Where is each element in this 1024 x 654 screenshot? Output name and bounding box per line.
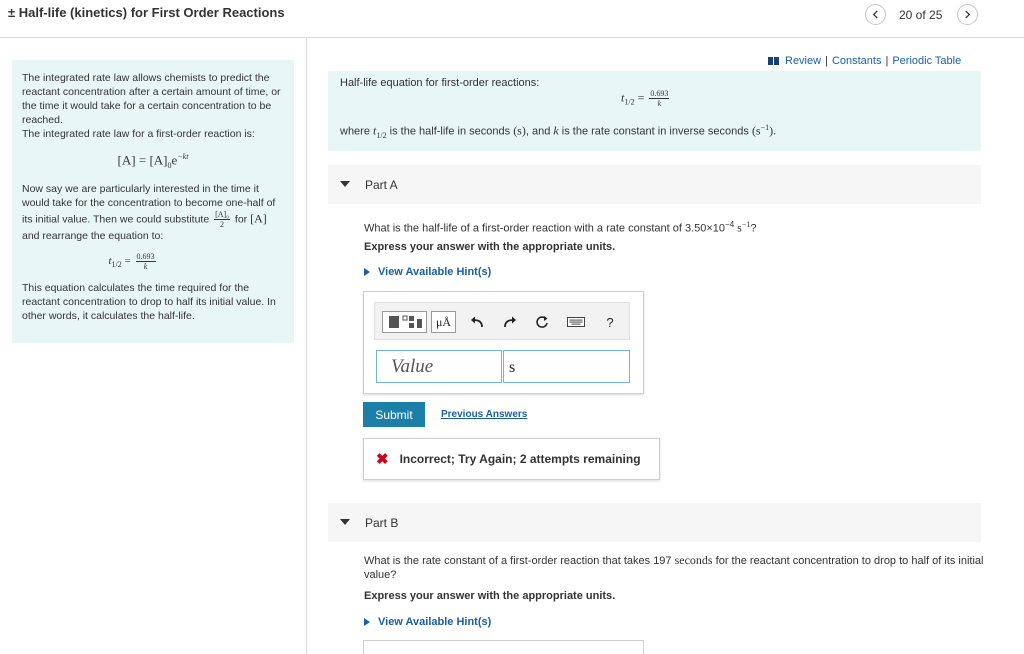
part-b-q-unit: seconds: [674, 553, 713, 567]
part-b-label: Part B: [365, 516, 399, 530]
constants-link[interactable]: Constants: [831, 55, 882, 67]
part-a-label: Part A: [365, 178, 398, 192]
collapse-caret-icon: [340, 519, 350, 525]
undo-button[interactable]: [467, 311, 487, 333]
info-box: [328, 71, 981, 151]
part-b-q-text: What is the rate constant of a first-order reaction that takes 197: [364, 555, 675, 567]
eq2-t: t: [108, 254, 112, 267]
reset-button[interactable]: [532, 311, 552, 333]
part-a-hint-label: View Available Hint(s): [378, 266, 492, 278]
info-eq-t: t: [621, 90, 625, 105]
part-b-answer-box: [363, 640, 644, 654]
part-b-header[interactable]: [328, 503, 981, 542]
chevron-left-icon: [871, 10, 880, 19]
prev-item-button[interactable]: [865, 4, 886, 25]
answer-box: [363, 291, 644, 394]
info-l3-b: is the half-life in seconds: [386, 125, 514, 138]
info-l3-unit-sup: −1: [760, 123, 770, 132]
resource-links: [768, 55, 961, 67]
redo-button[interactable]: [500, 311, 520, 333]
info-eq-den: k: [657, 99, 662, 108]
templates-button[interactable]: [382, 311, 427, 333]
review-link[interactable]: Review: [785, 55, 822, 67]
part-a-q-unit: s: [734, 220, 742, 235]
intro-text-1b: The integrated rate law for a first-order reaction is:: [22, 128, 255, 140]
incorrect-x-icon: ✖: [376, 451, 389, 468]
previous-answers-link[interactable]: Previous Answers: [441, 409, 528, 420]
info-l3-d: is the rate constant in inverse seconds: [558, 125, 752, 138]
eq2-sub: 1/2: [111, 260, 122, 270]
integrated-rate-law-equation: [22, 150, 284, 173]
part-b-instructions: Express your answer with the appropriate units.: [364, 590, 616, 602]
info-l3-t: t: [373, 123, 377, 138]
info-line-3: [340, 123, 776, 140]
link-separator: |: [885, 55, 889, 67]
part-a-q-end: ?: [750, 222, 757, 235]
link-separator: |: [825, 55, 828, 67]
half-life-equation-left: [0, 252, 284, 272]
collapse-caret-icon: [340, 181, 350, 187]
part-b-hint-label: View Available Hint(s): [378, 616, 492, 628]
eq1-exp: −kt: [177, 152, 189, 161]
half-life-equation: [621, 89, 671, 108]
part-a-q-text: What is the half-life of a first-order reaction with a rate constant of 3.50×10: [364, 222, 726, 235]
keyboard-icon: [567, 316, 585, 328]
eq2-den: k: [143, 261, 148, 271]
help-button[interactable]: ?: [606, 314, 614, 330]
value-input[interactable]: Value: [376, 350, 502, 383]
chevron-right-icon: [963, 10, 972, 19]
info-l3-a: where: [340, 125, 374, 138]
intro-text-2: [22, 182, 284, 243]
feedback-text: Incorrect; Try Again; 2 attempts remaining: [399, 452, 641, 466]
eq1-sub: 0: [167, 160, 172, 170]
intro-text-2-main: Now say we are particularly interested in the time it would take for the concentration to become one-half of its initial value. Then we could substitute: [22, 182, 276, 226]
feedback-message: [363, 438, 660, 480]
periodic-table-link[interactable]: Periodic Table: [892, 55, 962, 67]
part-b-hint-link[interactable]: [364, 616, 491, 628]
undo-icon: [470, 316, 484, 328]
info-line-1: Half-life equation for first-order reactions:: [340, 77, 540, 89]
item-position: 20 of 25: [899, 8, 943, 22]
part-a-question: [364, 218, 756, 236]
half-conc-fraction: [214, 210, 230, 229]
info-l3-unit: (s: [751, 123, 761, 138]
submit-button[interactable]: Submit: [363, 402, 425, 427]
eq2-equals: =: [121, 254, 134, 267]
info-eq-sub: 1/2: [624, 97, 635, 107]
intro-tail: and rearrange the equation to:: [22, 229, 164, 242]
intro-for: for: [232, 213, 251, 226]
eq1-rhs: [A]: [149, 152, 168, 168]
intro-text-3: This equation calculates the time required for the reactant concentration to drop to half its initial value. In other words, it calculates the half-life.: [22, 282, 276, 323]
info-l3-k: k: [553, 123, 559, 138]
book-icon: [768, 57, 779, 65]
part-a-hint-link[interactable]: [364, 266, 491, 278]
frac-num: [A]₀: [215, 209, 229, 219]
info-l3-s: (s): [513, 123, 526, 138]
redo-icon: [503, 316, 517, 328]
info-eq-equals: =: [634, 90, 648, 105]
frac-den: 2: [220, 219, 225, 229]
templates-icon: [386, 314, 424, 330]
math-toolbar: [374, 302, 630, 340]
part-a-q-unit-sup: −1: [741, 220, 751, 229]
info-l3-unit-end: ).: [769, 123, 777, 138]
eq2-fraction: [136, 252, 156, 271]
part-b-question: [364, 553, 984, 582]
expand-triangle-icon: [364, 268, 370, 276]
units-button[interactable]: μÅ: [431, 311, 456, 333]
intro-text-1: The integrated rate law allows chemists to predict the reactant concentration after a certain amount of time, or the time it would take for a certain concentration to be reached.: [22, 72, 281, 126]
header-bar: [0, 0, 1024, 38]
intro-A: [A]: [250, 211, 267, 226]
eq1-e: e: [171, 152, 178, 168]
eq2-num: 0.693: [136, 251, 155, 261]
info-l3-c: , and: [525, 125, 554, 138]
keyboard-button[interactable]: [565, 311, 587, 333]
panel-divider: [306, 38, 307, 654]
part-a-q-exp: −4: [725, 220, 735, 229]
expand-triangle-icon: [364, 618, 370, 626]
next-item-button[interactable]: [957, 4, 978, 25]
part-a-instructions: Express your answer with the appropriate units.: [364, 241, 616, 253]
page-title: ± Half-life (kinetics) for First Order Reactions: [8, 5, 285, 20]
reset-icon: [535, 315, 549, 329]
part-a-header[interactable]: [328, 165, 981, 204]
eq1-equals: =: [135, 152, 150, 168]
intro-panel: [12, 60, 294, 343]
unit-input[interactable]: s: [503, 350, 630, 383]
info-eq-num: 0.693: [650, 89, 669, 98]
part-b-q-tail: for the reactant concentration to drop to half of its initial value?: [364, 555, 984, 581]
info-l3-tsub: 1/2: [376, 130, 387, 140]
eq1-lhs: [A]: [117, 152, 136, 168]
info-eq-fraction: [649, 89, 669, 108]
